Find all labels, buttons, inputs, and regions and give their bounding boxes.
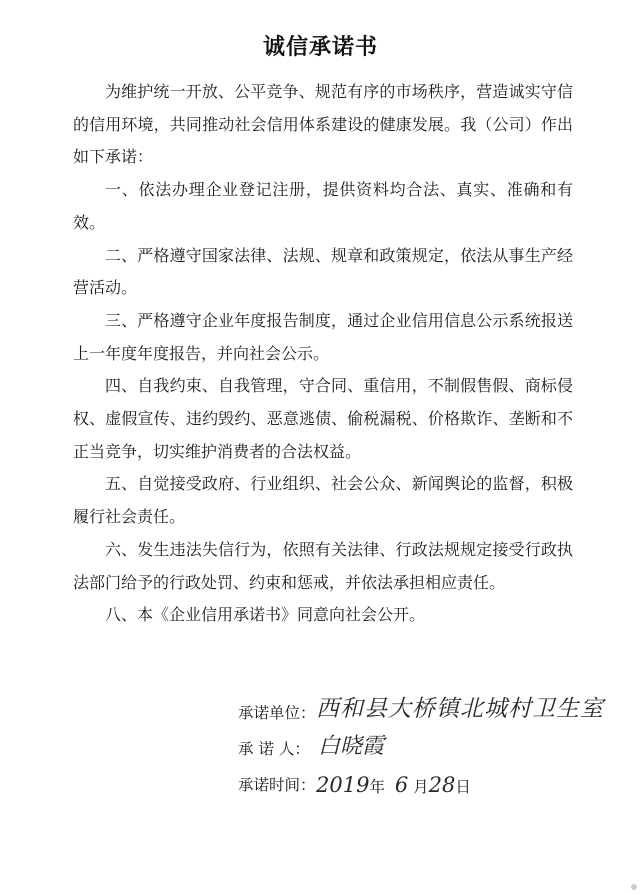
date-year: 2019 <box>316 773 370 797</box>
commitment-item-2: 二、严格遵守国家法律、法规、规章和政策规定，依法从事生产经营活动。 <box>73 245 573 298</box>
commitment-item-6: 六、发生违法失信行为，依照有关法律、行政法规规定接受行政执法部门给予的行政处罚、约束和惩戒，并依法承担相应责任。 <box>73 539 573 592</box>
intro-paragraph: 为维护统一开放、公平竞争、规范有序的市场秩序，营造诚实守信的信用环境，共同推动社会信用体系建设的健康发展。我（公司）作出如下承诺： <box>73 82 573 167</box>
date-month: 6 <box>394 773 409 797</box>
commitment-item-1: 一、依法办理企业登记注册，提供资料均合法、真实、准确和有效。 <box>73 180 573 232</box>
signature-block <box>238 695 628 803</box>
commitment-item-4: 四、自我约束、自我管理，守合同、重信用，不制假售假、商标侵权、虚假宣传、违约毁约、恶意逃债、偷税漏税、价格欺诈、垄断和不正当竞争，切实维护消费者的合法权益。 <box>73 376 573 461</box>
signature-person-row <box>238 731 628 767</box>
signature-unit-row <box>238 695 628 731</box>
date-label: 承诺时间： <box>238 776 316 794</box>
unit-handwritten-name: 西和县大桥镇北城村卫生室 <box>316 696 604 722</box>
date-month-unit: 月 <box>413 778 429 796</box>
commitment-date <box>316 767 471 805</box>
scan-mark <box>631 884 637 890</box>
unit-label: 承诺单位： <box>238 704 316 722</box>
date-year-unit: 年 <box>369 778 385 796</box>
commitment-body <box>73 76 573 632</box>
date-day-unit: 日 <box>455 778 471 796</box>
person-handwritten-signature: 白晓霞 <box>318 734 385 759</box>
document-title: 诚信承诺书 <box>262 35 378 60</box>
date-day: 28 <box>428 773 456 797</box>
commitment-item-8: 八、本《企业信用承诺书》同意向社会公开。 <box>105 605 426 625</box>
commitment-item-3: 三、严格遵守企业年度报告制度，通过企业信用信息公示系统报送上一年度年度报告，并向社会公示。 <box>73 310 573 363</box>
person-label: 承 诺 人： <box>238 740 310 758</box>
commitment-item-5: 五、自觉接受政府、行业组织、社会公众、新闻舆论的监督，积极履行社会责任。 <box>73 474 573 527</box>
signature-date-row <box>238 767 628 803</box>
